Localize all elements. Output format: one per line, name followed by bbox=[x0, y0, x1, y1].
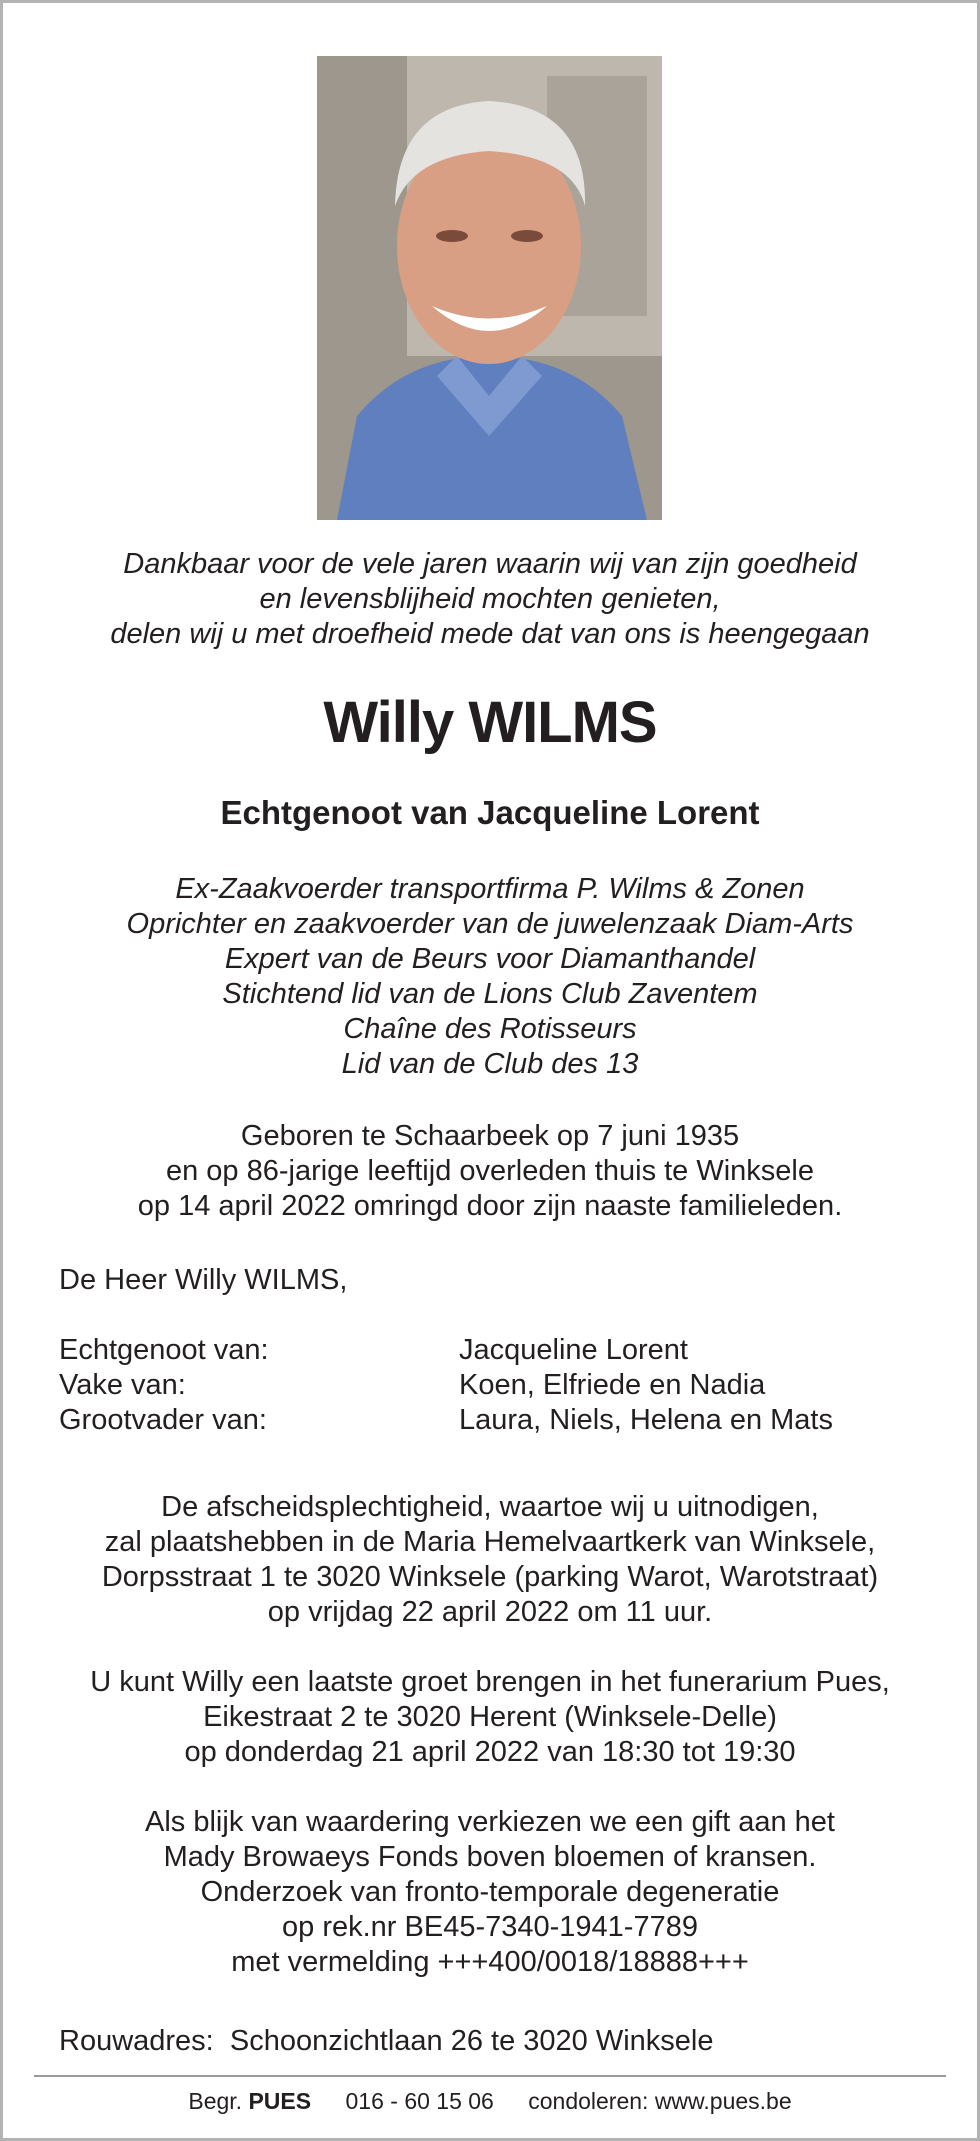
gift-line: op rek.nr BE45-7340-1941-7789 bbox=[282, 1911, 698, 1943]
relation-value: Laura, Niels, Helena en Mats bbox=[459, 1404, 833, 1436]
relation-value: Koen, Elfriede en Nadia bbox=[459, 1369, 766, 1401]
birth-death-info bbox=[0, 1119, 980, 1224]
gift-line: Onderzoek van fronto-temporale degeneratie bbox=[200, 1876, 780, 1908]
born-line: Geboren te Schaarbeek op 7 juni 1935 bbox=[240, 1120, 740, 1152]
footer-divider bbox=[34, 2075, 946, 2077]
mourning-address: Rouwadres: Schoonzichtlaan 26 te 3020 Winksele bbox=[59, 2025, 714, 2057]
relation-label: Echtgenoot van: bbox=[59, 1334, 269, 1366]
visit-line: op donderdag 21 april 2022 van 18:30 tot 19:30 bbox=[184, 1736, 796, 1768]
undertaker-prefix: Begr. bbox=[188, 2088, 243, 2114]
intro-line: Dankbaar voor de vele jaren waarin wij van zijn goedheid bbox=[123, 548, 857, 580]
title-line: Oprichter en zaakvoerder van de juwelenzaak Diam-Arts bbox=[126, 908, 854, 940]
title-line: Stichtend lid van de Lions Club Zaventem bbox=[222, 978, 758, 1010]
ceremony-info bbox=[0, 1490, 980, 1630]
title-line: Lid van de Club des 13 bbox=[341, 1048, 639, 1080]
title-line: Expert van de Beurs voor Diamanthandel bbox=[224, 943, 756, 975]
title-line: Ex-Zaakvoerder transportfirma P. Wilms & Zonen bbox=[175, 873, 805, 905]
visit-line: U kunt Willy een laatste groet brengen in het funerarium Pues, bbox=[90, 1666, 890, 1698]
relation-label: Vake van: bbox=[59, 1369, 186, 1401]
undertaker-name: PUES bbox=[248, 2088, 312, 2114]
relation-value: Jacqueline Lorent bbox=[459, 1334, 688, 1366]
titles-list bbox=[0, 872, 980, 1082]
footer bbox=[0, 2084, 980, 2118]
intro-text bbox=[0, 547, 980, 652]
spouse-line: Echtgenoot van Jacqueline Lorent bbox=[220, 794, 760, 831]
relation-label: Grootvader van: bbox=[59, 1404, 267, 1436]
undertaker bbox=[188, 2088, 311, 2114]
born-line: en op 86-jarige leeftijd overleden thuis te Winksele bbox=[165, 1155, 815, 1187]
ceremony-line: Dorpsstraat 1 te 3020 Winksele (parking Warot, Warotstraat) bbox=[101, 1561, 879, 1593]
title-line: Chaîne des Rotisseurs bbox=[343, 1013, 637, 1045]
gift-line: Mady Browaeys Fonds boven bloemen of kransen. bbox=[163, 1841, 817, 1873]
ceremony-line: op vrijdag 22 april 2022 om 11 uur. bbox=[267, 1596, 713, 1628]
ceremony-line: zal plaatshebben in de Maria Hemelvaartkerk van Winksele, bbox=[104, 1526, 876, 1558]
visitation-info bbox=[0, 1665, 980, 1770]
intro-line: en levensblijheid mochten genieten, bbox=[259, 583, 721, 615]
phone-number: 016 - 60 15 06 bbox=[345, 2088, 494, 2114]
heer-line: De Heer Willy WILMS, bbox=[59, 1264, 348, 1296]
gift-line: Als blijk van waardering verkiezen we een gift aan het bbox=[145, 1806, 835, 1838]
portrait-illustration bbox=[317, 56, 662, 520]
deceased-name: Willy WILMS bbox=[323, 690, 657, 755]
intro-line: delen wij u met droefheid mede dat van ons is heengegaan bbox=[110, 618, 870, 650]
donation-info bbox=[0, 1805, 980, 1980]
condolence-link[interactable]: condoleren: www.pues.be bbox=[528, 2088, 792, 2114]
portrait-photo bbox=[317, 56, 662, 520]
gift-line: met vermelding +++400/0018/18888+++ bbox=[231, 1946, 749, 1978]
ceremony-line: De afscheidsplechtigheid, waartoe wij u uitnodigen, bbox=[161, 1491, 819, 1523]
visit-line: Eikestraat 2 te 3020 Herent (Winksele-Delle) bbox=[203, 1701, 777, 1733]
born-line: op 14 april 2022 omringd door zijn naaste familieleden. bbox=[137, 1190, 843, 1222]
